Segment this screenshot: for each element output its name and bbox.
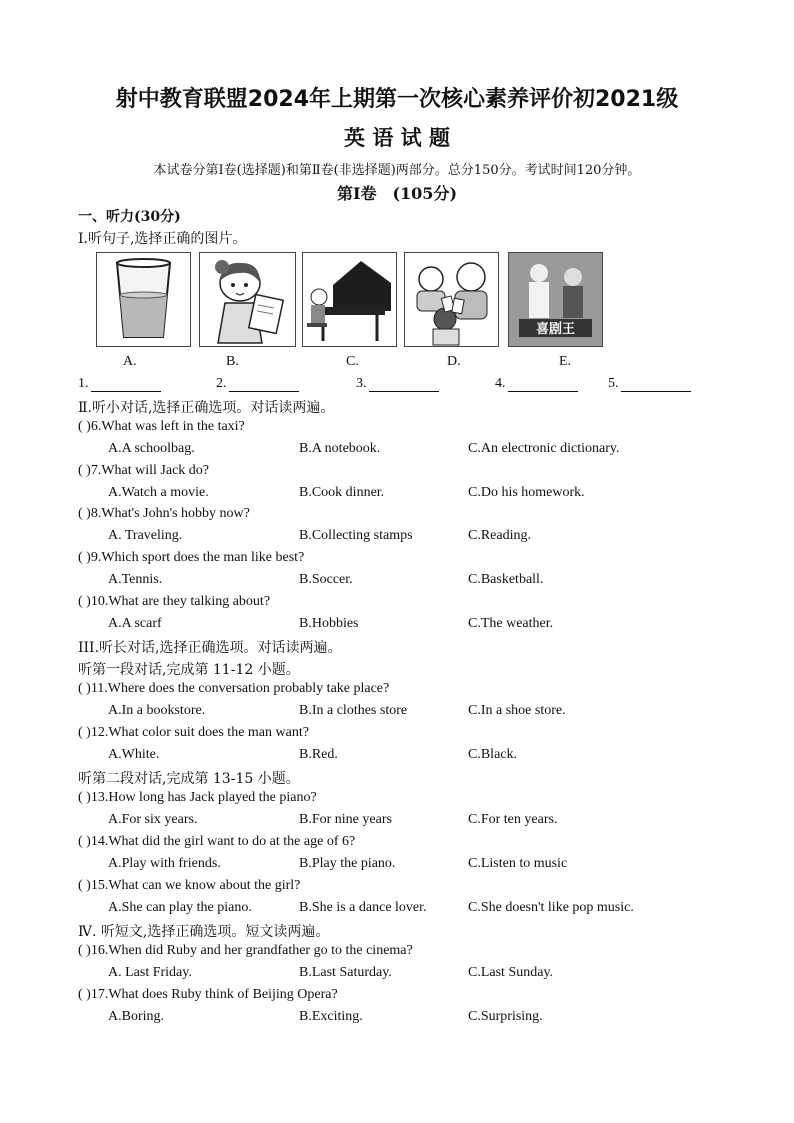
option-10a[interactable]: A.A scarf (108, 616, 162, 631)
option-16c[interactable]: C.Last Sunday. (468, 965, 554, 980)
section-2-heading: Ⅱ.听小对话,选择正确选项。对话读两遍。 (78, 400, 335, 416)
question-13: ( )13.How long has Jack played the piano? (78, 790, 317, 805)
answer-bracket: ( ) (78, 594, 91, 609)
option-10c[interactable]: C.The weather. (468, 616, 554, 631)
option-13a[interactable]: A.For six years. (108, 812, 198, 827)
question-10: ( )10.What are they talking about? (78, 594, 271, 609)
answer-bracket: ( ) (78, 790, 91, 805)
answer-bracket: ( ) (78, 987, 91, 1002)
option-10b[interactable]: B.Hobbies (299, 616, 359, 631)
comedy-poster-icon (509, 253, 602, 346)
answer-bracket: ( ) (78, 550, 91, 565)
option-12c[interactable]: C.Black. (468, 747, 517, 762)
answer-bracket: ( ) (78, 834, 91, 849)
picture-d-cards (404, 252, 499, 347)
answer-bracket: ( ) (78, 463, 91, 478)
option-8a[interactable]: A. Traveling. (108, 528, 183, 543)
option-7c[interactable]: C.Do his homework. (468, 485, 585, 500)
option-14c[interactable]: C.Listen to music (468, 856, 568, 871)
picture-c-piano (302, 252, 397, 347)
question-15: ( )15.What can we know about the girl? (78, 878, 301, 893)
question-11: ( )11.Where does the conversation probably take place? (78, 681, 390, 696)
option-16b[interactable]: B.Last Saturday. (299, 965, 392, 980)
answer-blank-1[interactable]: 1. (78, 376, 161, 392)
picture-letter-e: E. (559, 354, 572, 369)
option-16a[interactable]: A. Last Friday. (108, 965, 192, 980)
option-14a[interactable]: A.Play with friends. (108, 856, 221, 871)
answer-bracket: ( ) (78, 943, 91, 958)
option-11c[interactable]: C.In a shoe store. (468, 703, 566, 718)
picture-letter-a: A. (123, 354, 137, 369)
option-17c[interactable]: C.Surprising. (468, 1009, 543, 1024)
picture-e-comedy-poster (508, 252, 603, 347)
option-7b[interactable]: B.Cook dinner. (299, 485, 385, 500)
option-8b[interactable]: B.Collecting stamps (299, 528, 413, 543)
picture-letter-c: C. (346, 354, 359, 369)
question-16: ( )16.When did Ruby and her grandfather go to the cinema? (78, 943, 413, 958)
section-4-heading: Ⅳ. 听短文,选择正确选项。短文读两遍。 (78, 924, 330, 940)
option-13c[interactable]: C.For ten years. (468, 812, 558, 827)
section-3-part-1: 听第一段对话,完成第 11-12 小题。 (78, 662, 300, 678)
glass-of-water-icon (97, 253, 190, 346)
option-11a[interactable]: A.In a bookstore. (108, 703, 206, 718)
question-6: ( )6.What was left in the taxi? (78, 419, 245, 434)
option-6a[interactable]: A.A schoolbag. (108, 441, 195, 456)
question-7: ( )7.What will Jack do? (78, 463, 210, 478)
option-9c[interactable]: C.Basketball. (468, 572, 544, 587)
exam-subject-title: 英 语 试 题 (344, 126, 450, 150)
option-6b[interactable]: B.A notebook. (299, 441, 381, 456)
answer-blank-3[interactable]: 3. (356, 376, 439, 392)
exam-title: 射中教育联盟2024年上期第一次核心素养评价初2021级 (115, 87, 679, 112)
option-7a[interactable]: A.Watch a movie. (108, 485, 209, 500)
poster-title: 喜剧王 (535, 322, 576, 337)
answer-bracket: ( ) (78, 681, 91, 696)
option-15c[interactable]: C.She doesn't like pop music. (468, 900, 634, 915)
question-9: ( )9.Which sport does the man like best? (78, 550, 305, 565)
part-one-title: 第Ⅰ卷 (105分) (336, 184, 458, 203)
exam-instructions: 本试卷分第Ⅰ卷(选择题)和第Ⅱ卷(非选择题)两部分。总分150分。考试时间120分钟。 (153, 163, 641, 178)
section-1-instruction: Ⅰ.听句子,选择正确的图片。 (78, 231, 247, 247)
section-3-heading: III.听长对话,选择正确选项。对话读两遍。 (78, 640, 342, 656)
option-13b[interactable]: B.For nine years (299, 812, 392, 827)
picture-letter-b: B. (226, 354, 239, 369)
answer-blank-4[interactable]: 4. (495, 376, 578, 392)
option-17b[interactable]: B.Exciting. (299, 1009, 363, 1024)
answer-blank-2[interactable]: 2. (216, 376, 299, 392)
option-17a[interactable]: A.Boring. (108, 1009, 164, 1024)
answer-bracket: ( ) (78, 419, 91, 434)
option-9b[interactable]: B.Soccer. (299, 572, 353, 587)
answer-blank-5[interactable]: 5. (608, 376, 691, 392)
option-9a[interactable]: A.Tennis. (108, 572, 163, 587)
option-15a[interactable]: A.She can play the piano. (108, 900, 252, 915)
girl-playing-piano-icon (303, 253, 396, 346)
section-3-part-2: 听第二段对话,完成第 13-15 小题。 (78, 771, 300, 787)
girl-reading-icon (200, 253, 295, 346)
option-8c[interactable]: C.Reading. (468, 528, 531, 543)
option-11b[interactable]: B.In a clothes store (299, 703, 408, 718)
question-12: ( )12.What color suit does the man want? (78, 725, 309, 740)
option-14b[interactable]: B.Play the piano. (299, 856, 396, 871)
option-15b[interactable]: B.She is a dance lover. (299, 900, 427, 915)
question-17: ( )17.What does Ruby think of Beijing Opera? (78, 987, 338, 1002)
answer-bracket: ( ) (78, 506, 91, 521)
option-6c[interactable]: C.An electronic dictionary. (468, 441, 620, 456)
kids-playing-cards-icon (405, 253, 498, 346)
picture-letter-d: D. (447, 354, 461, 369)
listening-heading: 一、听力(30分) (78, 209, 181, 225)
option-12a[interactable]: A.White. (108, 747, 160, 762)
picture-a-glass (96, 252, 191, 347)
picture-b-reading-girl (199, 252, 296, 347)
question-14: ( )14.What did the girl want to do at the age of 6? (78, 834, 356, 849)
option-12b[interactable]: B.Red. (299, 747, 338, 762)
answer-bracket: ( ) (78, 725, 91, 740)
answer-bracket: ( ) (78, 878, 91, 893)
question-8: ( )8.What's John's hobby now? (78, 506, 250, 521)
